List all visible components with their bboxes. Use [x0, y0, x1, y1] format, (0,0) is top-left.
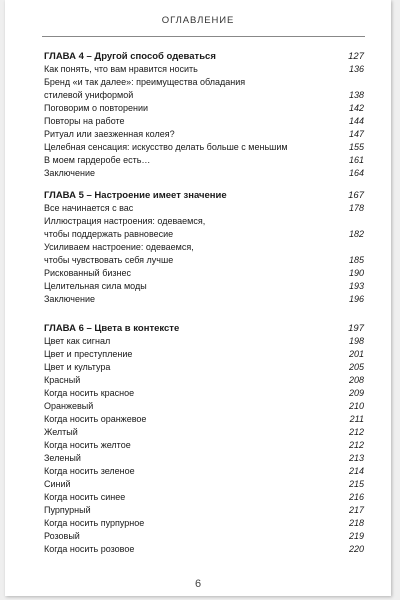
toc-entry-title: Цвет и преступление [44, 349, 133, 359]
toc-entry-title: Зеленый [44, 453, 81, 463]
toc-entry-title: Целебная сенсация: искусство делать больше с меньшим [44, 142, 288, 152]
toc-entry-title: Бренд «и так далее»: преимущества обладания стилевой униформой [44, 77, 246, 100]
toc-entry-page: 208 [348, 375, 364, 385]
toc-entry-title: Ритуал или заезженная колея? [44, 129, 175, 139]
toc-entry[interactable] [44, 154, 364, 167]
toc-entry[interactable] [44, 400, 364, 413]
book-page [5, 0, 391, 596]
toc-entry-page: 205 [348, 362, 364, 372]
toc-entry-page: 161 [348, 155, 364, 165]
toc-entry-title: Синий [44, 479, 71, 489]
toc-entry[interactable] [44, 517, 364, 530]
toc-entry[interactable] [44, 361, 364, 374]
toc-entry[interactable] [44, 348, 364, 361]
toc-entry-title: Когда носить синее [44, 492, 126, 502]
toc-entry-title: Усиливаем настроение: одеваемся, чтобы чувствовать себя лучше [44, 242, 194, 265]
toc-entry-title: Все начинается с вас [44, 203, 134, 213]
toc-entry[interactable] [44, 478, 364, 491]
toc-entry[interactable] [44, 491, 364, 504]
toc-entry-title: Как понять, что вам нравится носить [44, 64, 198, 74]
toc-entry-page: 155 [348, 142, 364, 152]
toc-entry-page: 193 [348, 281, 364, 291]
toc-entry[interactable] [44, 241, 364, 267]
toc-entry-page: 215 [348, 479, 364, 489]
chapter-4 [44, 50, 364, 180]
toc-entry[interactable] [44, 202, 364, 215]
toc-entry-title: Когда носить пурпурное [44, 518, 145, 528]
title-divider [42, 36, 365, 37]
toc-entry-title: Цвет и культура [44, 362, 111, 372]
toc-entry-page: 136 [348, 64, 364, 74]
toc-entry-page: 190 [348, 268, 364, 278]
toc-entry-title: Когда носить оранжевое [44, 414, 147, 424]
toc-entry[interactable] [44, 141, 364, 154]
toc-entry-title: Целительная сила моды [44, 281, 147, 291]
toc-entry-page: 196 [348, 294, 364, 304]
toc-entry-page: 216 [348, 492, 364, 502]
toc-entry-title: Когда носить желтое [44, 440, 131, 450]
chapter-heading[interactable] [44, 189, 364, 202]
toc-entry-page: 138 [348, 90, 364, 100]
toc-entry[interactable] [44, 452, 364, 465]
chapter-6 [44, 322, 364, 556]
toc-entry-title: Когда носить зеленое [44, 466, 135, 476]
chapter-title: – Другой способ одеваться [83, 51, 216, 62]
toc-entry-title: В моем гардеробе есть… [44, 155, 151, 165]
toc-entry-title: Поговорим о повторении [44, 103, 149, 113]
toc-entry-title: Розовый [44, 531, 80, 541]
toc-entry-page: 185 [348, 255, 364, 265]
toc-title: ОГЛАВЛЕНИЕ [161, 15, 235, 26]
toc-entry-page: 147 [348, 129, 364, 139]
toc-entry-title: Желтый [44, 427, 78, 437]
toc-entry-page: 214 [348, 466, 364, 476]
toc-entry-title: Заключение [44, 294, 95, 304]
toc-entry-page: 201 [348, 349, 364, 359]
toc-entry-title: Когда носить красное [44, 388, 135, 398]
chapter-label: ГЛАВА 5 [44, 190, 84, 201]
toc-entry[interactable] [44, 413, 364, 426]
toc-entry-title: Рискованный бизнес [44, 268, 131, 278]
toc-entry[interactable] [44, 115, 364, 128]
chapter-label: ГЛАВА 4 [44, 51, 84, 62]
toc-entry-page: 219 [348, 531, 364, 541]
toc-entry-title: Пурпурный [44, 505, 91, 515]
chapter-title: – Настроение имеет значение [83, 190, 227, 201]
toc-entry[interactable] [44, 335, 364, 348]
toc-entry[interactable] [44, 63, 364, 76]
toc-entry-page: 212 [348, 440, 364, 450]
toc-entry-page: 164 [348, 168, 364, 178]
toc-entry[interactable] [44, 280, 364, 293]
toc-entry-page: 212 [348, 427, 364, 437]
toc-entry[interactable] [44, 167, 364, 180]
chapter-title: – Цвета в контексте [83, 323, 180, 334]
toc-entry-title: Красный [44, 375, 81, 385]
toc-entry-page: 217 [348, 505, 364, 515]
toc-entry-page: 209 [348, 388, 364, 398]
toc-entry[interactable] [44, 439, 364, 452]
toc-entry-title: Когда носить розовое [44, 544, 135, 554]
toc-entry[interactable] [44, 215, 364, 241]
toc-entry-title: Иллюстрация настроения: одеваемся, чтобы поддержать равновесие [44, 216, 206, 239]
toc-entry-title: Цвет как сигнал [44, 336, 111, 346]
page-number: 6 [194, 578, 202, 590]
toc-entry-page: 142 [348, 103, 364, 113]
toc-entry[interactable] [44, 128, 364, 141]
toc-entry[interactable] [44, 267, 364, 280]
chapter-page-number: 127 [348, 51, 364, 62]
toc-entry-page: 211 [349, 414, 364, 424]
toc-entry[interactable] [44, 387, 364, 400]
toc-entry-page: 218 [348, 518, 364, 528]
toc-entry-title: Повторы на работе [44, 116, 125, 126]
chapter-label: ГЛАВА 6 [44, 323, 84, 334]
toc-entry-page: 182 [348, 229, 364, 239]
chapter-page-number: 167 [348, 190, 364, 201]
toc-entry-page: 144 [348, 116, 364, 126]
toc-entry[interactable] [44, 426, 364, 439]
toc-entry-page: 220 [348, 544, 364, 554]
toc-entry-page: 178 [348, 203, 364, 213]
toc-entry[interactable] [44, 76, 364, 102]
toc-entry-title: Оранжевый [44, 401, 94, 411]
toc-entry[interactable] [44, 465, 364, 478]
toc-entry[interactable] [44, 543, 364, 556]
chapter-heading[interactable] [44, 50, 364, 63]
toc-entry[interactable] [44, 374, 364, 387]
chapter-5 [44, 189, 364, 306]
toc-entry-page: 198 [348, 336, 364, 346]
toc-entry-page: 210 [348, 401, 364, 411]
toc-entry[interactable] [44, 102, 364, 115]
toc-entry[interactable] [44, 530, 364, 543]
chapter-heading[interactable] [44, 322, 364, 335]
toc-entry[interactable] [44, 293, 364, 306]
chapter-page-number: 197 [348, 323, 364, 334]
toc-entry-page: 213 [348, 453, 364, 463]
toc-entry[interactable] [44, 504, 364, 517]
toc-entry-title: Заключение [44, 168, 95, 178]
